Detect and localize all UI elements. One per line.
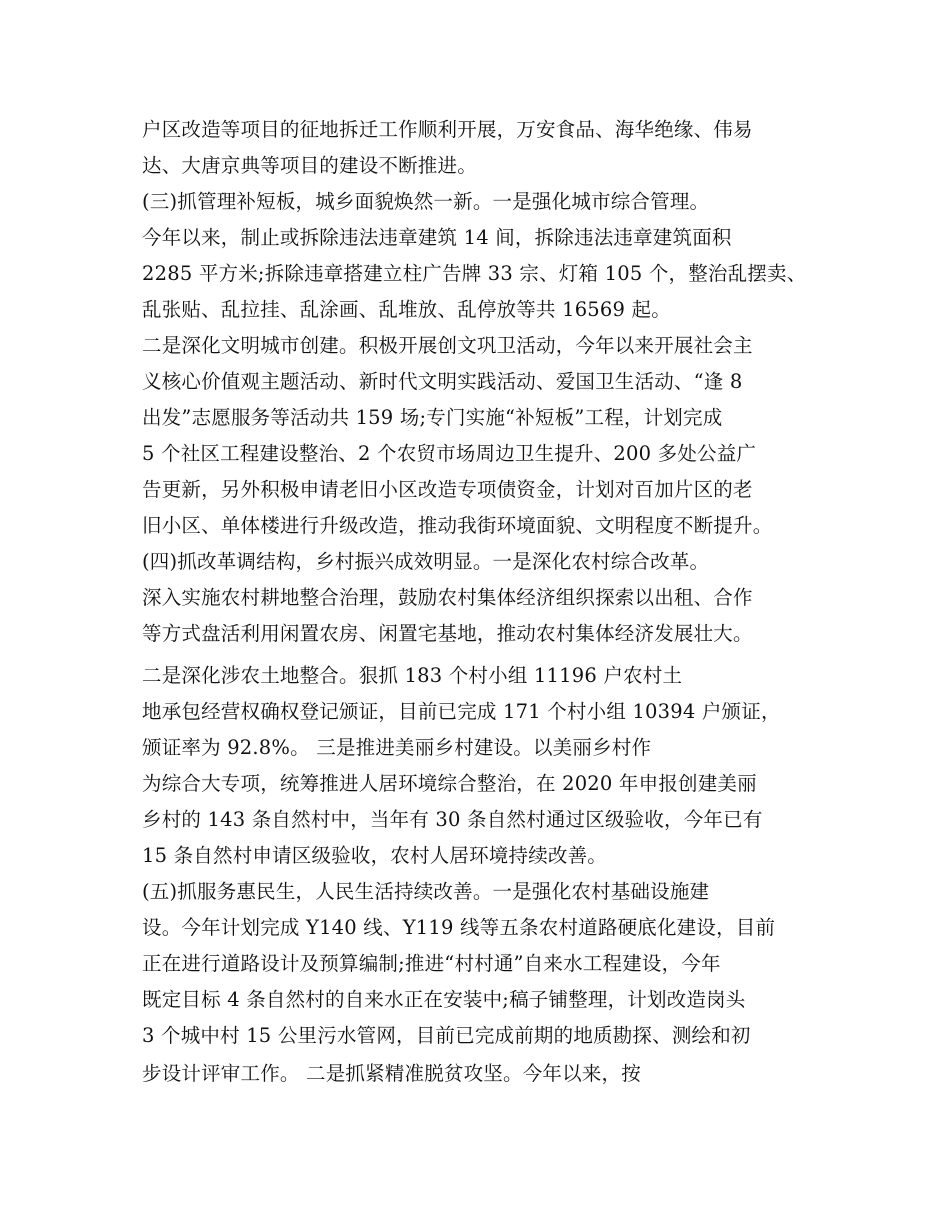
- text-line: 乡村的 143 条自然村中，当年有 30 条自然村通过区级验收，今年已有: [142, 808, 763, 831]
- text-line: 告更新，另外积极申请老旧小区改造专项债资金，计划对百加片区的老: [142, 478, 753, 501]
- text-line: 二是深化文明城市创建。积极开展创文巩卫活动，今年以来开展社会主: [142, 334, 753, 357]
- text-line: 既定目标 4 条自然村的自来水正在安装中;稿子铺整理，计划改造岗头: [142, 988, 746, 1011]
- text-line: (四)抓改革调结构，乡村振兴成效明显。一是深化农村综合改革。: [142, 550, 710, 573]
- text-line: 15 条自然村申请区级验收，农村人居环境持续改善。: [142, 844, 608, 867]
- text-line: 地承包经营权确权登记颁证，目前已完成 171 个村小组 10394 户颁证，: [142, 700, 781, 723]
- text-line: 户区改造等项目的征地拆迁工作顺利开展，万安食品、海华绝缘、伟易: [142, 118, 753, 141]
- text-line: 义核心价值观主题活动、新时代文明实践活动、爱国卫生活动、“逢 8: [142, 370, 743, 393]
- text-line: 为综合大专项，统筹推进人居环境综合整治，在 2020 年申报创建美丽: [142, 772, 757, 795]
- text-line: 2285 平方米;拆除违章搭建立柱广告牌 33 宗、灯箱 105 个，整治乱摆卖、: [142, 262, 807, 285]
- text-line: 步设计评审工作。 二是抓紧精准脱贫攻坚。今年以来，按: [142, 1062, 641, 1085]
- text-line: 设。今年计划完成 Y140 线、Y119 线等五条农村道路硬底化建设，目前: [142, 916, 776, 939]
- text-line: 3 个城中村 15 公里污水管网，目前已完成前期的地质勘探、测绘和初: [142, 1024, 751, 1047]
- text-line: 今年以来，制止或拆除违法违章建筑 14 间，拆除违法违章建筑面积: [142, 226, 732, 249]
- text-line: (三)抓管理补短板，城乡面貌焕然一新。一是强化城市综合管理。: [142, 190, 710, 213]
- text-line: 二是深化涉农土地整合。狠抓 183 个村小组 11196 户农村土: [142, 664, 683, 687]
- text-line: 颁证率为 92.8%。 三是推进美丽乡村建设。以美丽乡村作: [142, 736, 652, 759]
- text-line: 等方式盘活利用闲置农房、闲置宅基地，推动农村集体经济发展壮大。: [142, 622, 753, 645]
- text-line: 出发”志愿服务等活动共 159 场;专门实施“补短板”工程，计划完成: [142, 406, 723, 429]
- text-line: 正在进行道路设计及预算编制;推进“村村通”自来水工程建设，今年: [142, 952, 721, 975]
- text-line: 5 个社区工程建设整治、2 个农贸市场周边卫生提升、200 多处公益广: [142, 442, 757, 465]
- text-line: 乱张贴、乱拉挂、乱涂画、乱堆放、乱停放等共 16569 起。: [142, 298, 671, 321]
- text-line: 旧小区、单体楼进行升级改造，推动我街环境面貌、文明程度不断提升。: [142, 514, 773, 537]
- text-line: 达、大唐京典等项目的建设不断推进。: [142, 154, 477, 177]
- text-line: 深入实施农村耕地整合治理，鼓励农村集体经济组织探索以出租、合作: [142, 586, 753, 609]
- text-line: (五)抓服务惠民生，人民生活持续改善。一是强化农村基础设施建: [142, 880, 710, 903]
